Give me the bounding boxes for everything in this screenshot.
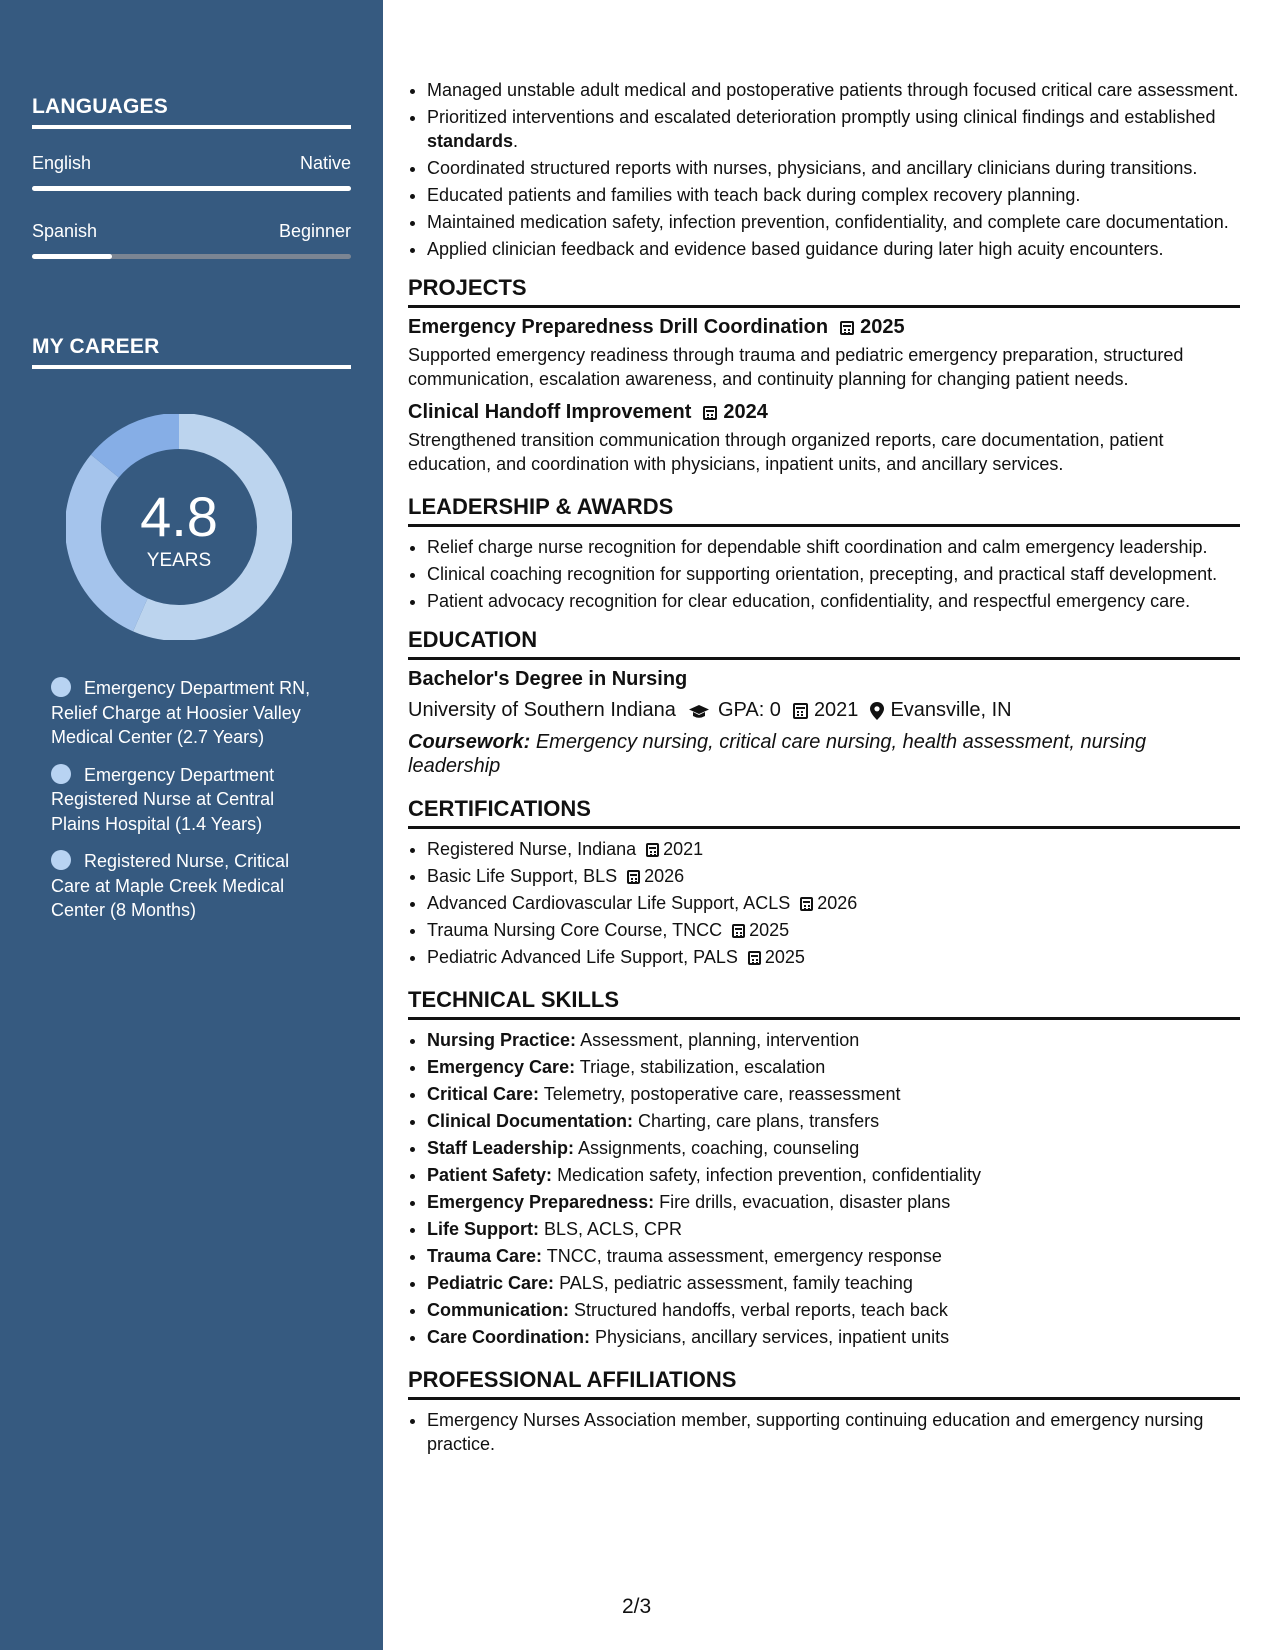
project-item (408, 316, 1240, 391)
calendar-icon (703, 406, 717, 420)
skill-item: • Pediatric Care: PALS, pediatric assessment, family teaching (427, 1271, 1240, 1295)
experience-bullet: • Managed unstable adult medical and postoperative patients through focused critical care assessment. (427, 78, 1240, 102)
skill-item: • Staff Leadership: Assignments, coaching, counseling (427, 1136, 1240, 1160)
calendar-icon (732, 924, 745, 938)
skill-item: • Emergency Care: Triage, stabilization, escalation (427, 1055, 1240, 1079)
school-location: Evansville, IN (890, 699, 1012, 721)
skill-item: • Clinical Documentation: Charting, care plans, transfers (427, 1109, 1240, 1133)
education-details (408, 699, 1240, 722)
affiliations-heading: PROFESSIONAL AFFILIATIONS (408, 1367, 1240, 1400)
skill-item: • Communication: Structured handoffs, verbal reports, teach back (427, 1298, 1240, 1322)
calendar-icon (748, 951, 761, 965)
skill-item: • Emergency Preparedness: Fire drills, evacuation, disaster plans (427, 1190, 1240, 1214)
education-heading: EDUCATION (408, 627, 1240, 660)
bullet-dot-icon (51, 764, 71, 784)
career-donut (66, 414, 292, 640)
language-name: Spanish (32, 221, 98, 241)
page-number: 2/3 (622, 1595, 652, 1618)
bullet-dot-icon (51, 850, 71, 870)
certifications-heading: CERTIFICATIONS (408, 796, 1240, 829)
language-name: English (32, 153, 92, 173)
bullet-dot-icon (51, 677, 71, 697)
career-heading: MY CAREER (32, 335, 351, 369)
skill-item: • Patient Safety: Medication safety, infection prevention, confidentiality (427, 1163, 1240, 1187)
degree-title: Bachelor's Degree in Nursing (408, 668, 688, 690)
experience-bullet: • Educated patients and families with teach back during complex recovery planning. (427, 183, 1240, 207)
experience-bullets (408, 78, 1240, 261)
project-description: Supported emergency readiness through trauma and pediatric emergency preparation, structured communication, escalation awareness, and continuity planning for changing patient needs. (408, 345, 1184, 389)
affiliation-item: • Emergency Nurses Association member, supporting continuing education and emergency nursing practice. (427, 1408, 1240, 1456)
certification-item: • Basic Life Support, BLS 2026 (427, 864, 1240, 888)
career-item: Registered Nurse, Critical Care at Maple Creek Medical Center (8 Months) (51, 851, 290, 920)
certification-item: • Registered Nurse, Indiana 2021 (427, 837, 1240, 861)
graduation-cap-icon (688, 703, 710, 719)
main-content (408, 78, 1240, 1459)
affiliations-list (408, 1408, 1240, 1456)
skill-item: • Critical Care: Telemetry, postoperative care, reassessment (427, 1082, 1240, 1106)
certification-item: • Pediatric Advanced Life Support, PALS 2025 (427, 945, 1240, 969)
school-name: University of Southern Indiana (408, 699, 676, 721)
calendar-icon (627, 870, 640, 884)
skill-item: • Trauma Care: TNCC, trauma assessment, emergency response (427, 1244, 1240, 1268)
leadership-list (408, 535, 1240, 613)
leadership-item: • Relief charge nurse recognition for dependable shift coordination and calm emergency leadership. (427, 535, 1240, 559)
certification-item: • Trauma Nursing Core Course, TNCC 2025 (427, 918, 1240, 942)
project-description: Strengthened transition communication through organized reports, care documentation, patient education, and coordination with physicians, inpatient units, and ancillary services. (408, 430, 1164, 474)
calendar-icon (840, 321, 854, 335)
languages-heading: LANGUAGES (32, 95, 351, 129)
career-years-unit: YEARS (146, 550, 212, 571)
language-level: Native (299, 153, 351, 173)
career-item: Emergency Department Registered Nurse at Central Plains Hospital (1.4 Years) (51, 764, 275, 834)
languages-section (32, 95, 351, 259)
project-item (408, 401, 1240, 476)
language-bar (32, 186, 351, 191)
coursework: Coursework: Emergency nursing, critical care nursing, health assessment, nursing leadership (408, 731, 1147, 777)
experience-bullet: • Applied clinician feedback and evidence based guidance during later high acuity encounters. (427, 237, 1240, 261)
career-section (32, 335, 351, 369)
career-list (51, 676, 326, 936)
experience-bullet: • Prioritized interventions and escalated deterioration promptly using clinical findings and established standards. (427, 105, 1240, 153)
skills-list (408, 1028, 1240, 1349)
career-years-value: 4.8 (140, 485, 218, 548)
project-year: 2025 (860, 316, 905, 338)
experience-bullet: • Coordinated structured reports with nurses, physicians, and ancillary clinicians during transitions. (427, 156, 1240, 180)
leadership-item: • Patient advocacy recognition for clear education, confidentiality, and respectful emergency care. (427, 589, 1240, 613)
experience-bullet: • Maintained medication safety, infection prevention, confidentiality, and complete care documentation. (427, 210, 1240, 234)
language-bar-fill (32, 186, 351, 191)
sidebar (0, 0, 383, 1650)
calendar-icon (646, 843, 659, 857)
language-item (32, 153, 351, 191)
projects-heading: PROJECTS (408, 275, 1240, 308)
skills-heading: TECHNICAL SKILLS (408, 987, 1240, 1020)
skill-item: • Nursing Practice: Assessment, planning, intervention (427, 1028, 1240, 1052)
language-bar (32, 254, 351, 259)
gpa: GPA: 0 (717, 699, 781, 721)
skill-item: • Life Support: BLS, ACLS, CPR (427, 1217, 1240, 1241)
language-item (32, 221, 351, 259)
project-title: Clinical Handoff Improvement (408, 401, 692, 423)
location-pin-icon (870, 702, 884, 720)
leadership-item: • Clinical coaching recognition for supporting orientation, precepting, and practical staff development. (427, 562, 1240, 586)
graduation-year: 2021 (813, 699, 859, 721)
project-year: 2024 (723, 401, 768, 423)
certifications-list (408, 837, 1240, 969)
calendar-icon (800, 897, 813, 911)
language-level: Beginner (278, 221, 351, 241)
language-bar-fill (32, 254, 112, 259)
leadership-heading: LEADERSHIP & AWARDS (408, 494, 1240, 527)
skill-item: • Care Coordination: Physicians, ancillary services, inpatient units (427, 1325, 1240, 1349)
career-item: Emergency Department RN, Relief Charge at Hoosier Valley Medical Center (2.7 Years) (51, 678, 311, 747)
project-title: Emergency Preparedness Drill Coordination (408, 316, 829, 338)
calendar-icon (793, 703, 808, 719)
certification-item: • Advanced Cardiovascular Life Support, ACLS 2026 (427, 891, 1240, 915)
